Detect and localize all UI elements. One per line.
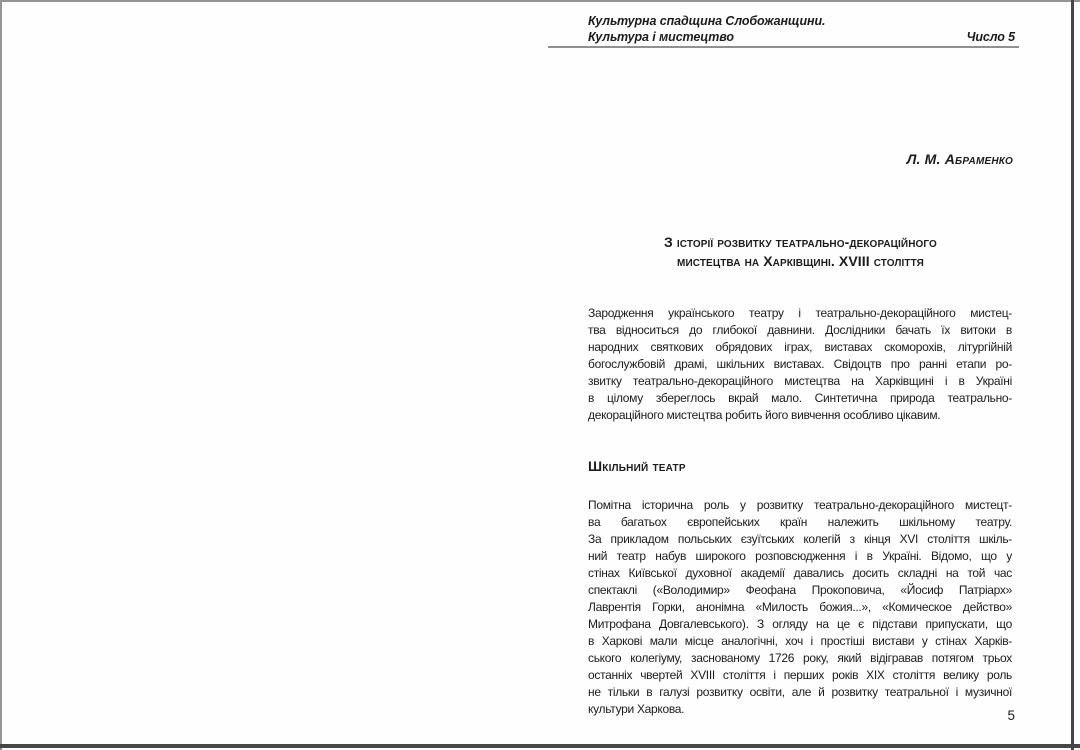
journal-issue-number: Число 5 xyxy=(966,30,1015,44)
text-line: останніх чвертей XVIII століття і перших років XIX століття велику роль xyxy=(588,668,1012,682)
text-line: не тільки в галузі розвитку освіти, але й розвитку театральної і музичної xyxy=(588,685,1012,699)
section-body-paragraph xyxy=(588,497,1012,718)
section-heading: Шкільний театр xyxy=(588,458,686,474)
text-line: народних святкових обрядових іграх, виставах скоморохів, літургійній xyxy=(588,340,1012,354)
journal-running-head xyxy=(588,13,1015,45)
author-byline: Л. М. Абраменко xyxy=(906,151,1013,167)
journal-section-title: Культура і мистецтво xyxy=(588,30,734,44)
text-line: в цілому збереглось вкрай мало. Синтетична природа театрально- xyxy=(588,391,1012,405)
text-line: Помітна історична роль у розвитку театрально-декораційного мистецт- xyxy=(588,498,1012,512)
text-line: ського колегіуму, заснованому 1726 року, який відігравав потягом трьох xyxy=(588,651,1012,665)
text-line: ний театр набув широкого розповсюдження і в Україні. Відомо, що у xyxy=(588,549,1012,563)
scan-frame-top-edge xyxy=(0,0,1080,2)
scan-frame-bottom-edge xyxy=(0,744,1080,748)
article-title xyxy=(588,233,1013,271)
text-line: культури Харкова. xyxy=(588,702,685,716)
text-line: тва відноситься до глибокої давнини. Дослідники бачать їх витоки в xyxy=(588,323,1012,337)
article-title-line-1: З історії розвитку театрально-декораційного xyxy=(664,234,937,250)
text-line: Лаврентія Горки, анонімна «Милость божия...», «Комическое действо» xyxy=(588,600,1012,614)
text-line: За прикладом польських єзуїтських колегій з кінця XVI століття шкіль- xyxy=(588,532,1012,546)
text-line: Зародження українського театру і театрально-декораційного мистец- xyxy=(588,306,1012,320)
header-rule xyxy=(548,46,1019,48)
text-line: Митрофана Довгалевського). З огляду на це є підстави припускати, що xyxy=(588,617,1012,631)
journal-series-title: Культурна спадщина Слобожанщини. xyxy=(588,14,826,28)
page-number: 5 xyxy=(1007,708,1015,723)
scan-frame-right-edge xyxy=(1071,0,1074,750)
text-line: стінах Київської духовної академії давались досить складні на той час xyxy=(588,566,1012,580)
journal-header-second-line xyxy=(588,29,1015,45)
text-line: ва багатьох європейських країн належить шкільному театру. xyxy=(588,515,1012,529)
intro-paragraph xyxy=(588,305,1012,424)
text-line: в Харкові мали місце аналогічні, хоч і простіші вистави у стінах Харків- xyxy=(588,634,1012,648)
text-line: декораційного мистецтва робить його вивчення особливо цікавим. xyxy=(588,408,941,422)
text-line: звитку театрально-декораційного мистецтва на Харківщині і в Україні xyxy=(588,374,1012,388)
article-title-line-2: мистецтва на Харківщині. XVIII століття xyxy=(677,253,924,269)
text-line: богослужбовій драмі, шкільних виставах. Свідоцтв про ранні етапи ро- xyxy=(588,357,1012,371)
scan-frame-left-edge xyxy=(0,0,2,750)
text-line: спектаклі («Володимир» Феофана Прокоповича, «Йосиф Патріарх» xyxy=(588,583,1012,597)
